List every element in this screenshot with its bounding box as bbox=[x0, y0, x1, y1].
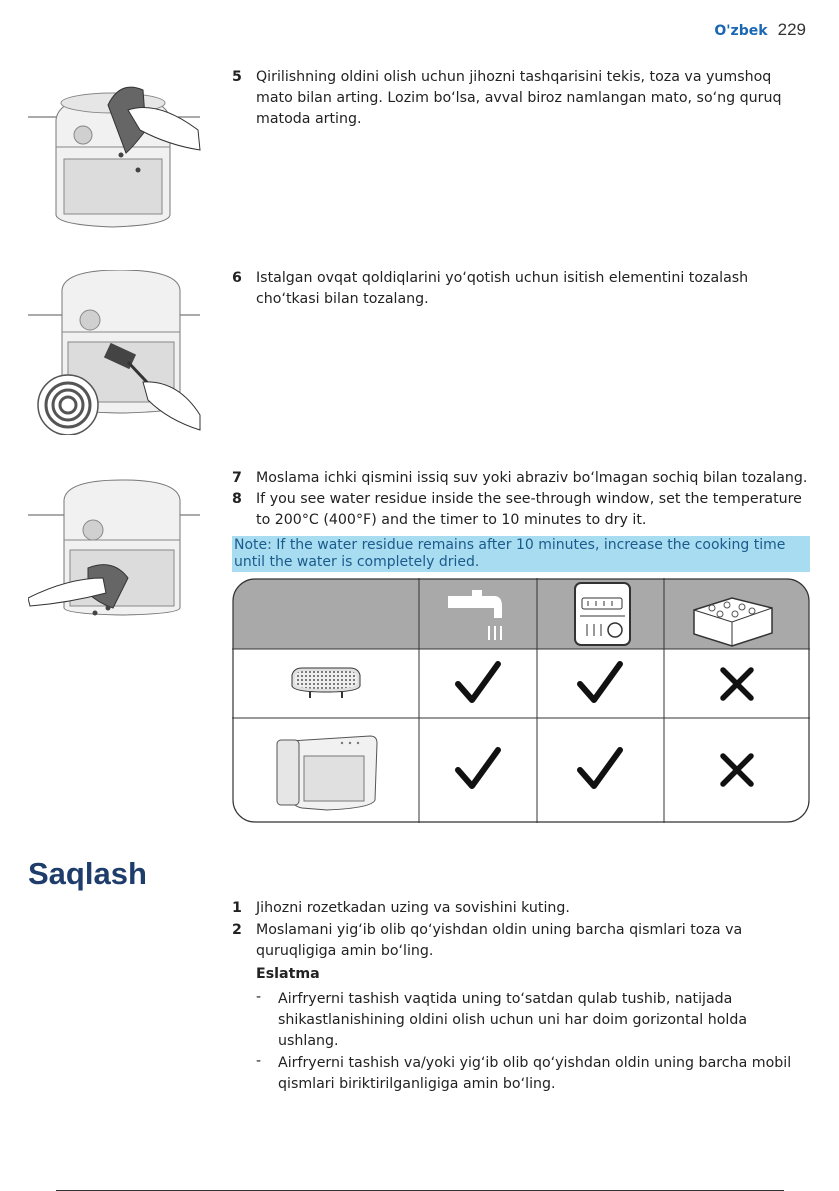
storage-step-1 bbox=[232, 898, 812, 919]
step-6 bbox=[232, 268, 812, 310]
note-bullet bbox=[256, 989, 804, 1052]
step-7 bbox=[232, 468, 812, 489]
step-text: Jihozni rozetkadan uzing va sovishini kuting. bbox=[256, 900, 570, 916]
note-title: Eslatma bbox=[256, 966, 320, 982]
bullet-text: Airfryerni tashish va/yoki yig‘ib olib qo‘yishdan oldin uning barcha mobil qismlari biriktirilganligiga amin bo‘ling. bbox=[278, 1055, 792, 1092]
step-text: Moslamani yig‘ib olib qo‘yishdan oldin uning barcha qismlari toza va quruqligiga amin bo‘ling. bbox=[256, 922, 743, 959]
cleaning-table bbox=[232, 578, 810, 823]
page-number: 229 bbox=[777, 20, 806, 39]
page-header bbox=[714, 20, 806, 40]
step-text: Qirilishning oldini olish uchun jihozni tashqarisini tekis, toza va yumshoq mato bilan arting. Lozim bo‘lsa, avval biroz namlangan mato, so‘ng quruq matoda arting. bbox=[256, 69, 782, 127]
storage-step-2 bbox=[232, 920, 812, 962]
basket-icon bbox=[277, 736, 377, 810]
note-bullet bbox=[256, 1053, 804, 1095]
bullet-text: Airfryerni tashish vaqtida uning to‘satdan qulab tushib, natijada shikastlanishining oldini olish uchun uni har doim gorizontal holda ushlang. bbox=[278, 991, 748, 1049]
step-8 bbox=[232, 489, 812, 531]
step-text: If you see water residue inside the see-through window, set the temperature to 200°C (400°F) and the timer to 10 minutes to dry it. bbox=[256, 491, 802, 528]
step-number: 2 bbox=[232, 922, 242, 938]
step-text: Moslama ichki qismini issiq suv yoki abraziv bo‘lmagan sochiq bilan tozalang. bbox=[256, 470, 808, 486]
step-number: 7 bbox=[232, 470, 242, 486]
step-number: 5 bbox=[232, 69, 242, 85]
bullet-dash: - bbox=[256, 1053, 262, 1069]
dishwasher-icon bbox=[575, 583, 630, 645]
step-number: 1 bbox=[232, 900, 242, 916]
brush-heating-element-illustration bbox=[28, 270, 203, 435]
step-number: 8 bbox=[232, 491, 242, 507]
step-text: Istalgan ovqat qoldiqlarini yo‘qotish uchun isitish elementini tozalash cho‘tkasi bilan tozalang. bbox=[256, 270, 749, 307]
step-number: 6 bbox=[232, 270, 242, 286]
section-title-storage: Saqlash bbox=[28, 856, 147, 891]
bullet-dash: - bbox=[256, 989, 262, 1005]
step-5 bbox=[232, 67, 812, 130]
wipe-interior-illustration bbox=[28, 478, 203, 628]
wipe-exterior-illustration bbox=[28, 75, 203, 235]
language-label: O'zbek bbox=[714, 23, 768, 39]
note-box: Note: If the water residue remains after 10 minutes, increase the cooking time until the water is completely dried. bbox=[232, 536, 810, 572]
